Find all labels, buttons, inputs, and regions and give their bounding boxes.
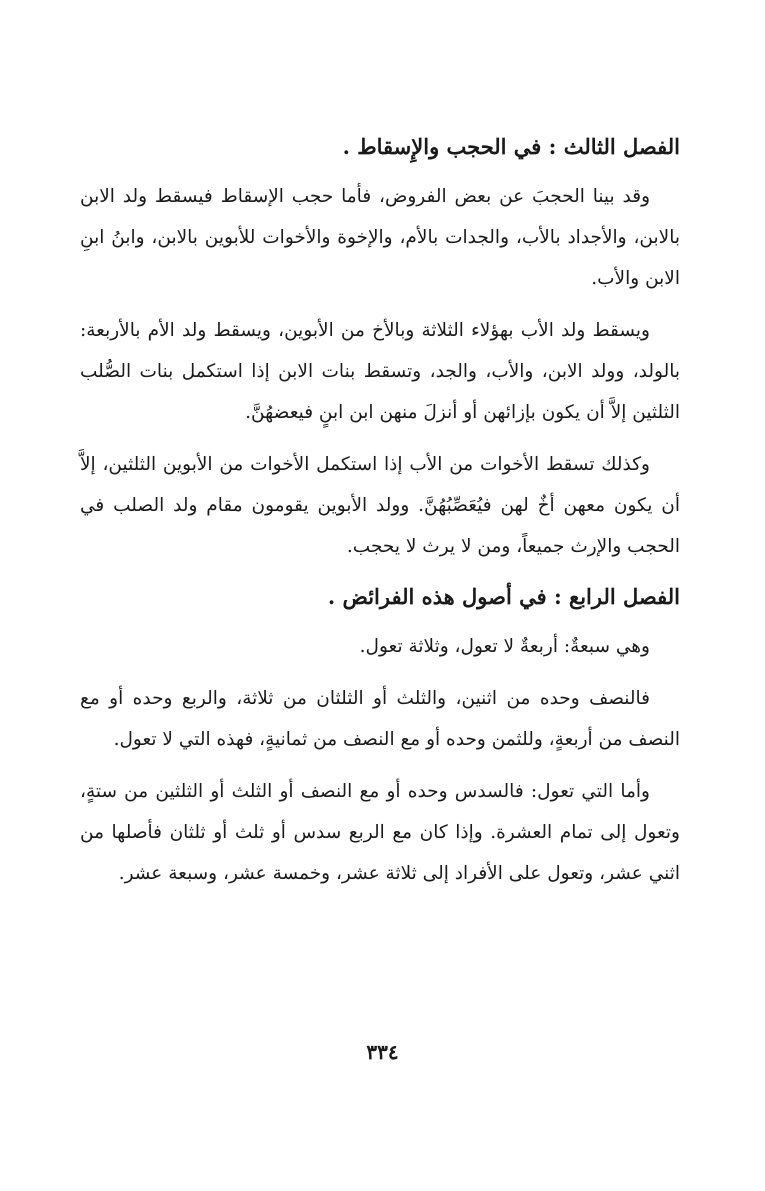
page-number: ٣٣٤ [366, 1040, 399, 1064]
paragraph: ويسقط ولد الأب بهؤلاء الثلاثة وبالأخ من الأبوين، ويسقط ولد الأم بالأربعة: بالولد، وولد الابن، والأب، والجد، وتسقط بنات الابن إذا استكمل بنات الصُّلب الثلثين إلاَّ أن يكون بإزائهن أو أنزلَ منهن ابن ابنٍ فيعضهُنَّ. [80, 320, 680, 423]
paragraph: وهي سبعةٌ: أربعةٌ لا تعول، وثلاثة تعول. [359, 636, 650, 657]
section-heading-third: الفصل الثالث : في الحجب والإِسقاط . [342, 134, 680, 159]
page-body [80, 128, 680, 905]
paragraph: وأما التي تعول: فالسدس وحده أو مع النصف أو الثلث أو الثلثين من ستةٍ، وتعول إلى تمام العشرة. وإذا كان مع الربع سدس أو ثلث أو ثلثان فأصلها من اثني عشر، وتعول على الأفراد إلى ثلاثة عشر، وخمسة عشر، وسبعة عشر. [80, 781, 680, 884]
section-heading-fourth: الفصل الرابع : في أصول هذه الفرائض . [327, 584, 680, 609]
paragraph: فالنصف وحده من اثنين، والثلث أو الثلثان من ثلاثة، والربع وحده أو مع النصف من أربعةٍ، وللثمن وحده أو مع النصف من ثمانيةٍ، فهذه التي لا تعول. [80, 688, 680, 750]
paragraph: وكذلك تسقط الأخوات من الأب إذا استكمل الأخوات من الأبوين الثلثين، إلاَّ أن يكون معهن أخٌ لهن فيُعَصِّبُهُنَّ. وولد الأبوين يقومون مقام ولد الصلب في الحجب والإرث جميعاً، ومن لا يرث لا يحجب. [80, 454, 680, 557]
paragraph: وقد بينا الحجبَ عن بعض الفروض، فأما حجب الإسقاط فيسقط ولد الابن بالابن، والأجداد بالأب، والجدات بالأم، والإخوة والأخوات للأبوين بالابن، وابنُ ابنِ الابن والأب. [80, 186, 680, 289]
